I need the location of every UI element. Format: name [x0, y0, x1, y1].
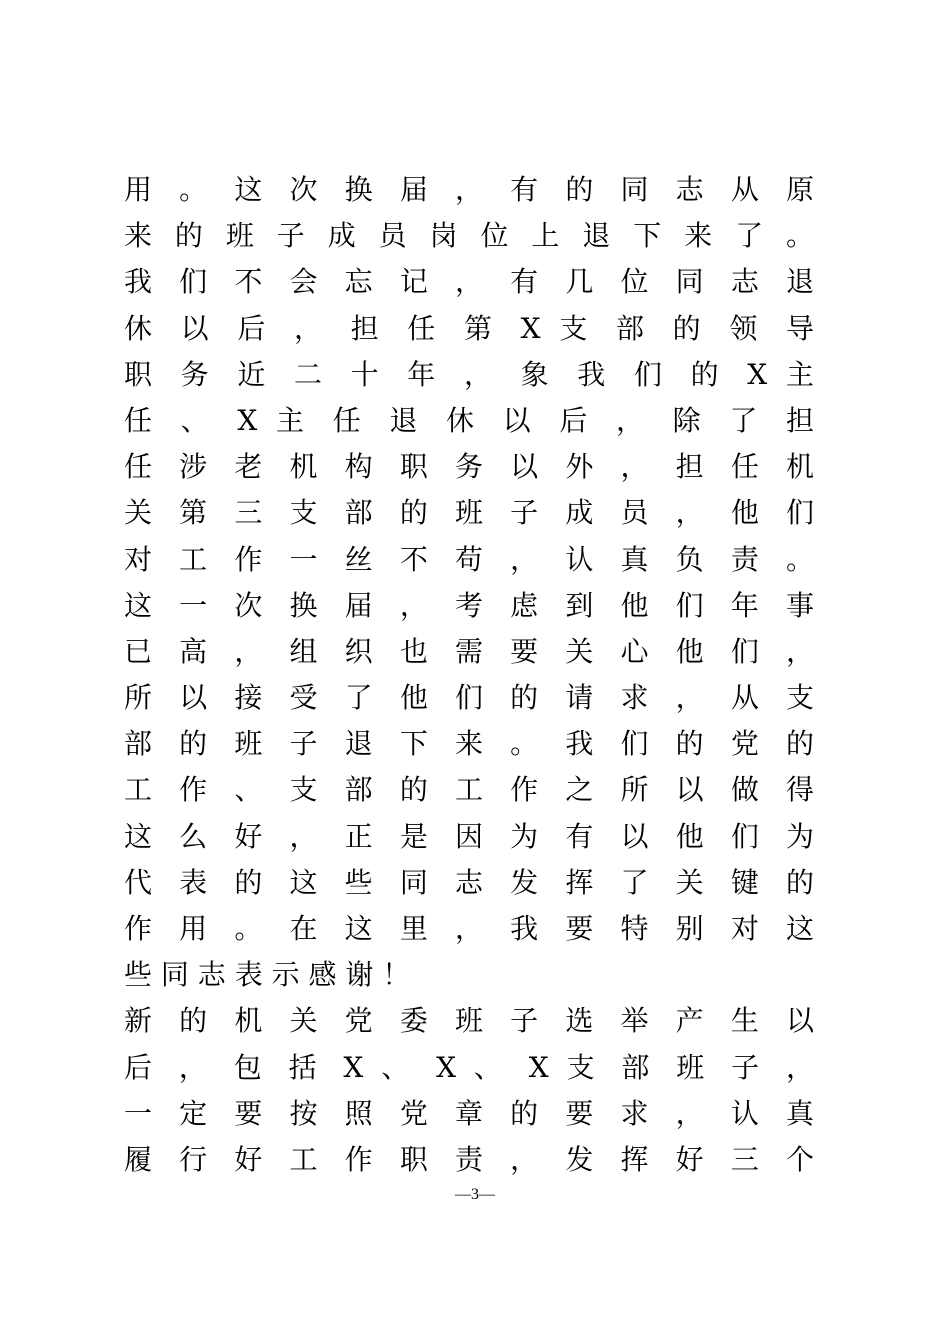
text-line: 这 一 次 换 届 ， 考 虑 到 他 们 年 事	[124, 588, 814, 622]
text-line: 关 第 三 支 部 的 班 子 成 员 ， 他 们	[124, 496, 814, 530]
text-line: 后 ， 包 括 X 、 X 、 X 支 部 班 子 ，	[124, 1050, 814, 1084]
text-line: 对 工 作 一 丝 不 苟 ， 认 真 负 责 。	[124, 542, 814, 576]
text-line: 部 的 班 子 退 下 来 。 我 们 的 党 的	[124, 727, 814, 761]
text-line: 已 高 ， 组 织 也 需 要 关 心 他 们 ，	[124, 634, 814, 668]
text-line: 作 用 。 在 这 里 ， 我 要 特 别 对 这	[124, 912, 814, 945]
text-line: 任 涉 老 机 构 职 务 以 外 ， 担 任 机	[124, 450, 814, 484]
text-line: 我 们 不 会 忘 记 ， 有 几 位 同 志 退	[124, 265, 814, 299]
text-line: 这 么 好 ， 正 是 因 为 有 以 他 们 为	[124, 819, 814, 853]
text-line: 工 作 、 支 部 的 工 作 之 所 以 做 得	[124, 773, 814, 807]
text-line: 代 表 的 这 些 同 志 发 挥 了 关 键 的	[124, 865, 814, 899]
text-line: 任 、 X 主 任 退 休 以 后 ， 除 了 担	[124, 403, 814, 437]
text-line: 些 同 志 表 示 感 谢 ！	[124, 958, 411, 992]
text-line: 来 的 班 子 成 员 岗 位 上 退 下 来 了 。	[124, 219, 814, 253]
text-line: 用 。 这 次 换 届 ， 有 的 同 志 从 原	[124, 173, 814, 206]
text-line: 履 行 好 工 作 职 责 ， 发 挥 好 三 个	[124, 1142, 814, 1176]
text-line: 新 的 机 关 党 委 班 子 选 举 产 生 以	[124, 1004, 814, 1038]
text-line: 所 以 接 受 了 他 们 的 请 求 ， 从 支	[124, 681, 814, 715]
text-line: 职 务 近 二 十 年 ， 象 我 们 的 X 主	[124, 357, 814, 391]
body-text	[124, 167, 814, 1183]
text-line: 一 定 要 按 照 党 章 的 要 求 ， 认 真	[124, 1096, 814, 1130]
text-line: 休 以 后 ， 担 任 第 X 支 部 的 领 导	[124, 311, 814, 345]
page-number: —3—	[455, 1186, 495, 1203]
